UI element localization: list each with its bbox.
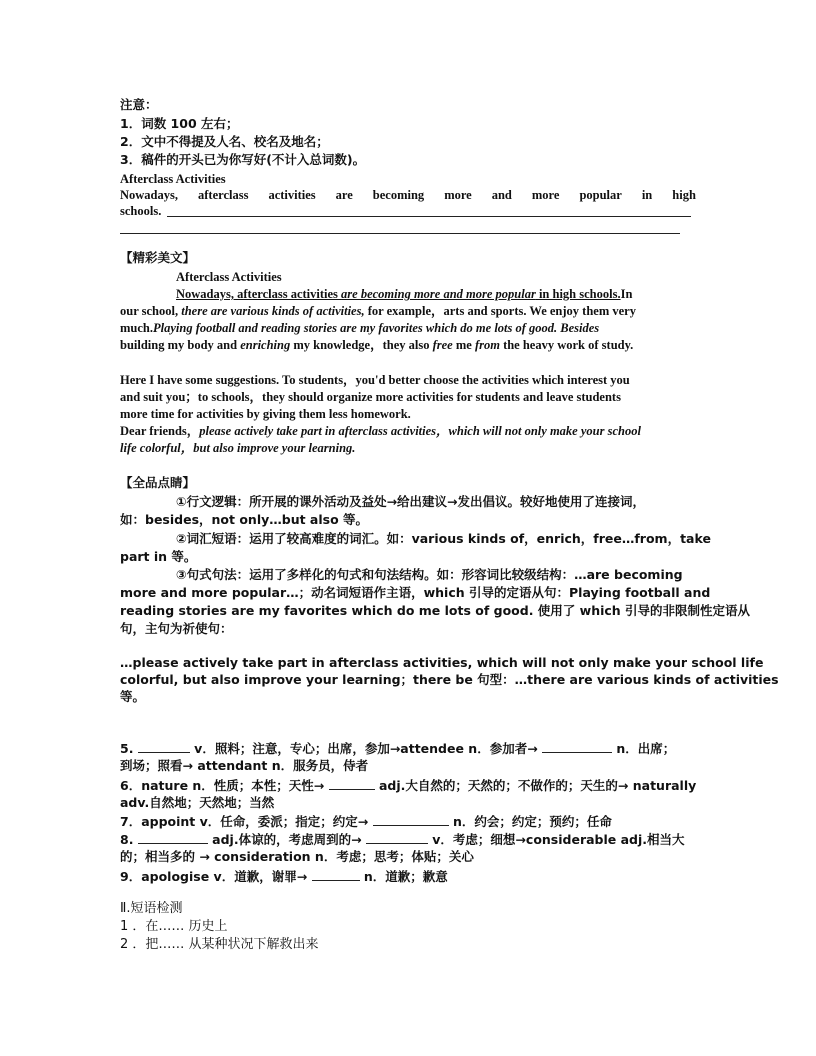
note-item-2: 2．文中不得提及人名、校名及地名； (120, 134, 329, 149)
prompt-word: Nowadays, (120, 188, 178, 202)
model-text: the heavy work of study. (499, 338, 634, 352)
model-line (120, 337, 633, 353)
vocab-text: 6．nature n．性质；本性；天性→ (120, 778, 325, 793)
model-highlight: from (474, 338, 500, 352)
answer-blank[interactable] (366, 831, 428, 844)
analysis-line: 等。 (120, 689, 146, 704)
answer-blank[interactable] (542, 740, 612, 753)
analysis-line: 如：besides，not only…but also 等。 (120, 512, 369, 527)
vocab-item-7 (120, 813, 612, 830)
vocab-text: n．出席； (616, 741, 676, 756)
model-text: much. (120, 321, 153, 335)
model-header: 【精彩美文】 (120, 250, 196, 265)
vocab-text: 9．apologise v．道歉，谢罪→ (120, 869, 308, 884)
vocab-line: 到场；照看→ attendant n．服务员，侍者 (120, 758, 369, 773)
prompt-word: high (672, 188, 696, 202)
model-highlight: please actively take part in afterclass activities，which will not only make your school (199, 424, 641, 438)
writing-line (167, 216, 691, 217)
model-line: life colorful，but also improve your learning. (120, 441, 356, 455)
model-title: Afterclass Activities (176, 270, 282, 284)
answer-blank[interactable] (138, 831, 208, 844)
model-text: me (452, 338, 475, 352)
vocab-text: n．道歉；歉意 (363, 869, 448, 884)
model-text: for example，arts and sports. We enjoy them very (364, 304, 636, 318)
prompt-line-1 (120, 187, 696, 203)
analysis-line: colorful, but also improve your learning；there be 句型：…there are various kinds of activities (120, 672, 779, 687)
vocab-text: v．照料；注意，专心；出席，参加→attendee n．参加者→ (194, 741, 538, 756)
prompt-word: becoming (372, 188, 425, 202)
answer-blank[interactable] (138, 740, 190, 753)
model-text: In (620, 287, 633, 301)
model-text: Dear friends， (120, 424, 200, 438)
prompt-word: in (641, 188, 653, 202)
model-line (120, 303, 636, 319)
prompt-word: are (335, 188, 353, 202)
vocab-number: 5. (120, 741, 134, 756)
model-line (120, 423, 641, 439)
prompt-word: more (531, 188, 560, 202)
phrase-item-1: 1 ．在…… 历史上 (120, 919, 228, 934)
model-line: Here I have some suggestions. To students，you'd better choose the activities which interest you (120, 373, 630, 387)
prompt-line-2: schools. (120, 204, 162, 218)
model-highlight: Playing football and reading stories are my favorites which do me lots of good. Besides (153, 321, 600, 335)
model-text: in high schools. (535, 287, 621, 301)
prompt-word: afterclass (198, 188, 249, 202)
analysis-line: …please actively take part in afterclass activities, which will not only make your school life (120, 655, 764, 670)
analysis-line: 句，主句为祈使句： (120, 621, 233, 636)
prompt-word: popular (579, 188, 622, 202)
analysis-line: reading stories are my favorites which do me lots of good. 使用了 which 引导的非限制性定语从 (120, 603, 751, 618)
phrase-item-2: 2 ．把…… 从某种状况下解救出来 (120, 937, 319, 952)
prompt-word: more (444, 188, 472, 202)
notes-title: 注意： (120, 97, 158, 112)
vocab-text: v．考虑；细想→considerable adj.相当大 (432, 832, 685, 847)
vocab-text: n．约会；约定；预约；任命 (452, 814, 612, 829)
model-line: more time for activities by giving them less homework. (120, 407, 411, 421)
prompt-word: and (491, 188, 512, 202)
prompt-word: activities (268, 188, 316, 202)
model-line (176, 286, 632, 302)
analysis-line: part in 等。 (120, 549, 197, 564)
model-line: and suit you；to schools，they should organize more activities for students and leave students (120, 390, 621, 404)
model-text: building my body and (120, 338, 241, 352)
vocab-text: adj.体谅的，考虑周到的→ (212, 832, 362, 847)
model-highlight: there are various kinds of activities, (181, 304, 365, 318)
model-text: my knowledge，they also (290, 338, 433, 352)
vocab-item-8 (120, 831, 685, 848)
analysis-line: more and more popular…；动名词短语作主语，which 引导的定语从句：Playing football and (120, 585, 711, 600)
note-item-1: 1．词数 100 左右； (120, 116, 239, 131)
vocab-item-6 (120, 777, 696, 794)
answer-blank[interactable] (329, 777, 375, 790)
vocab-item-9 (120, 868, 448, 885)
vocab-item-5 (120, 740, 675, 757)
analysis-line: ②词汇短语：运用了较高难度的词汇。如：various kinds of，enrich，free…from，take (176, 531, 711, 546)
model-text: Nowadays, afterclass activities (176, 287, 342, 301)
answer-blank[interactable] (373, 813, 449, 826)
phrases-header: Ⅱ.短语检测 (120, 901, 183, 916)
analysis-line: ③句式句法：运用了多样化的句式和句法结构。如：形容词比较级结构：…are becoming (176, 567, 683, 582)
vocab-line: 的；相当多的 → consideration n．考虑；思考；体贴；关心 (120, 849, 474, 864)
model-highlight: enriching (240, 338, 291, 352)
note-item-3: 3．稿件的开头已为你写好(不计入总词数)。 (120, 152, 366, 167)
model-highlight: free (432, 338, 453, 352)
analysis-header: 【全品点睛】 (120, 475, 196, 490)
vocab-number: 8. (120, 832, 134, 847)
vocab-line: adv.自然地；天然地；当然 (120, 795, 275, 810)
model-highlight: are becoming more and more popular (341, 287, 536, 301)
vocab-text: adj.大自然的；天然的；不做作的；天生的→ naturally (379, 778, 697, 793)
model-text: our school, (120, 304, 182, 318)
model-line (120, 320, 599, 336)
answer-blank[interactable] (312, 868, 360, 881)
prompt-title: Afterclass Activities (120, 172, 226, 186)
analysis-line: ①行文逻辑：所开展的课外活动及益处→给出建议→发出倡议。较好地使用了连接词， (176, 494, 646, 509)
writing-line (120, 233, 680, 234)
vocab-text: 7．appoint v．任命，委派；指定；约定→ (120, 814, 369, 829)
